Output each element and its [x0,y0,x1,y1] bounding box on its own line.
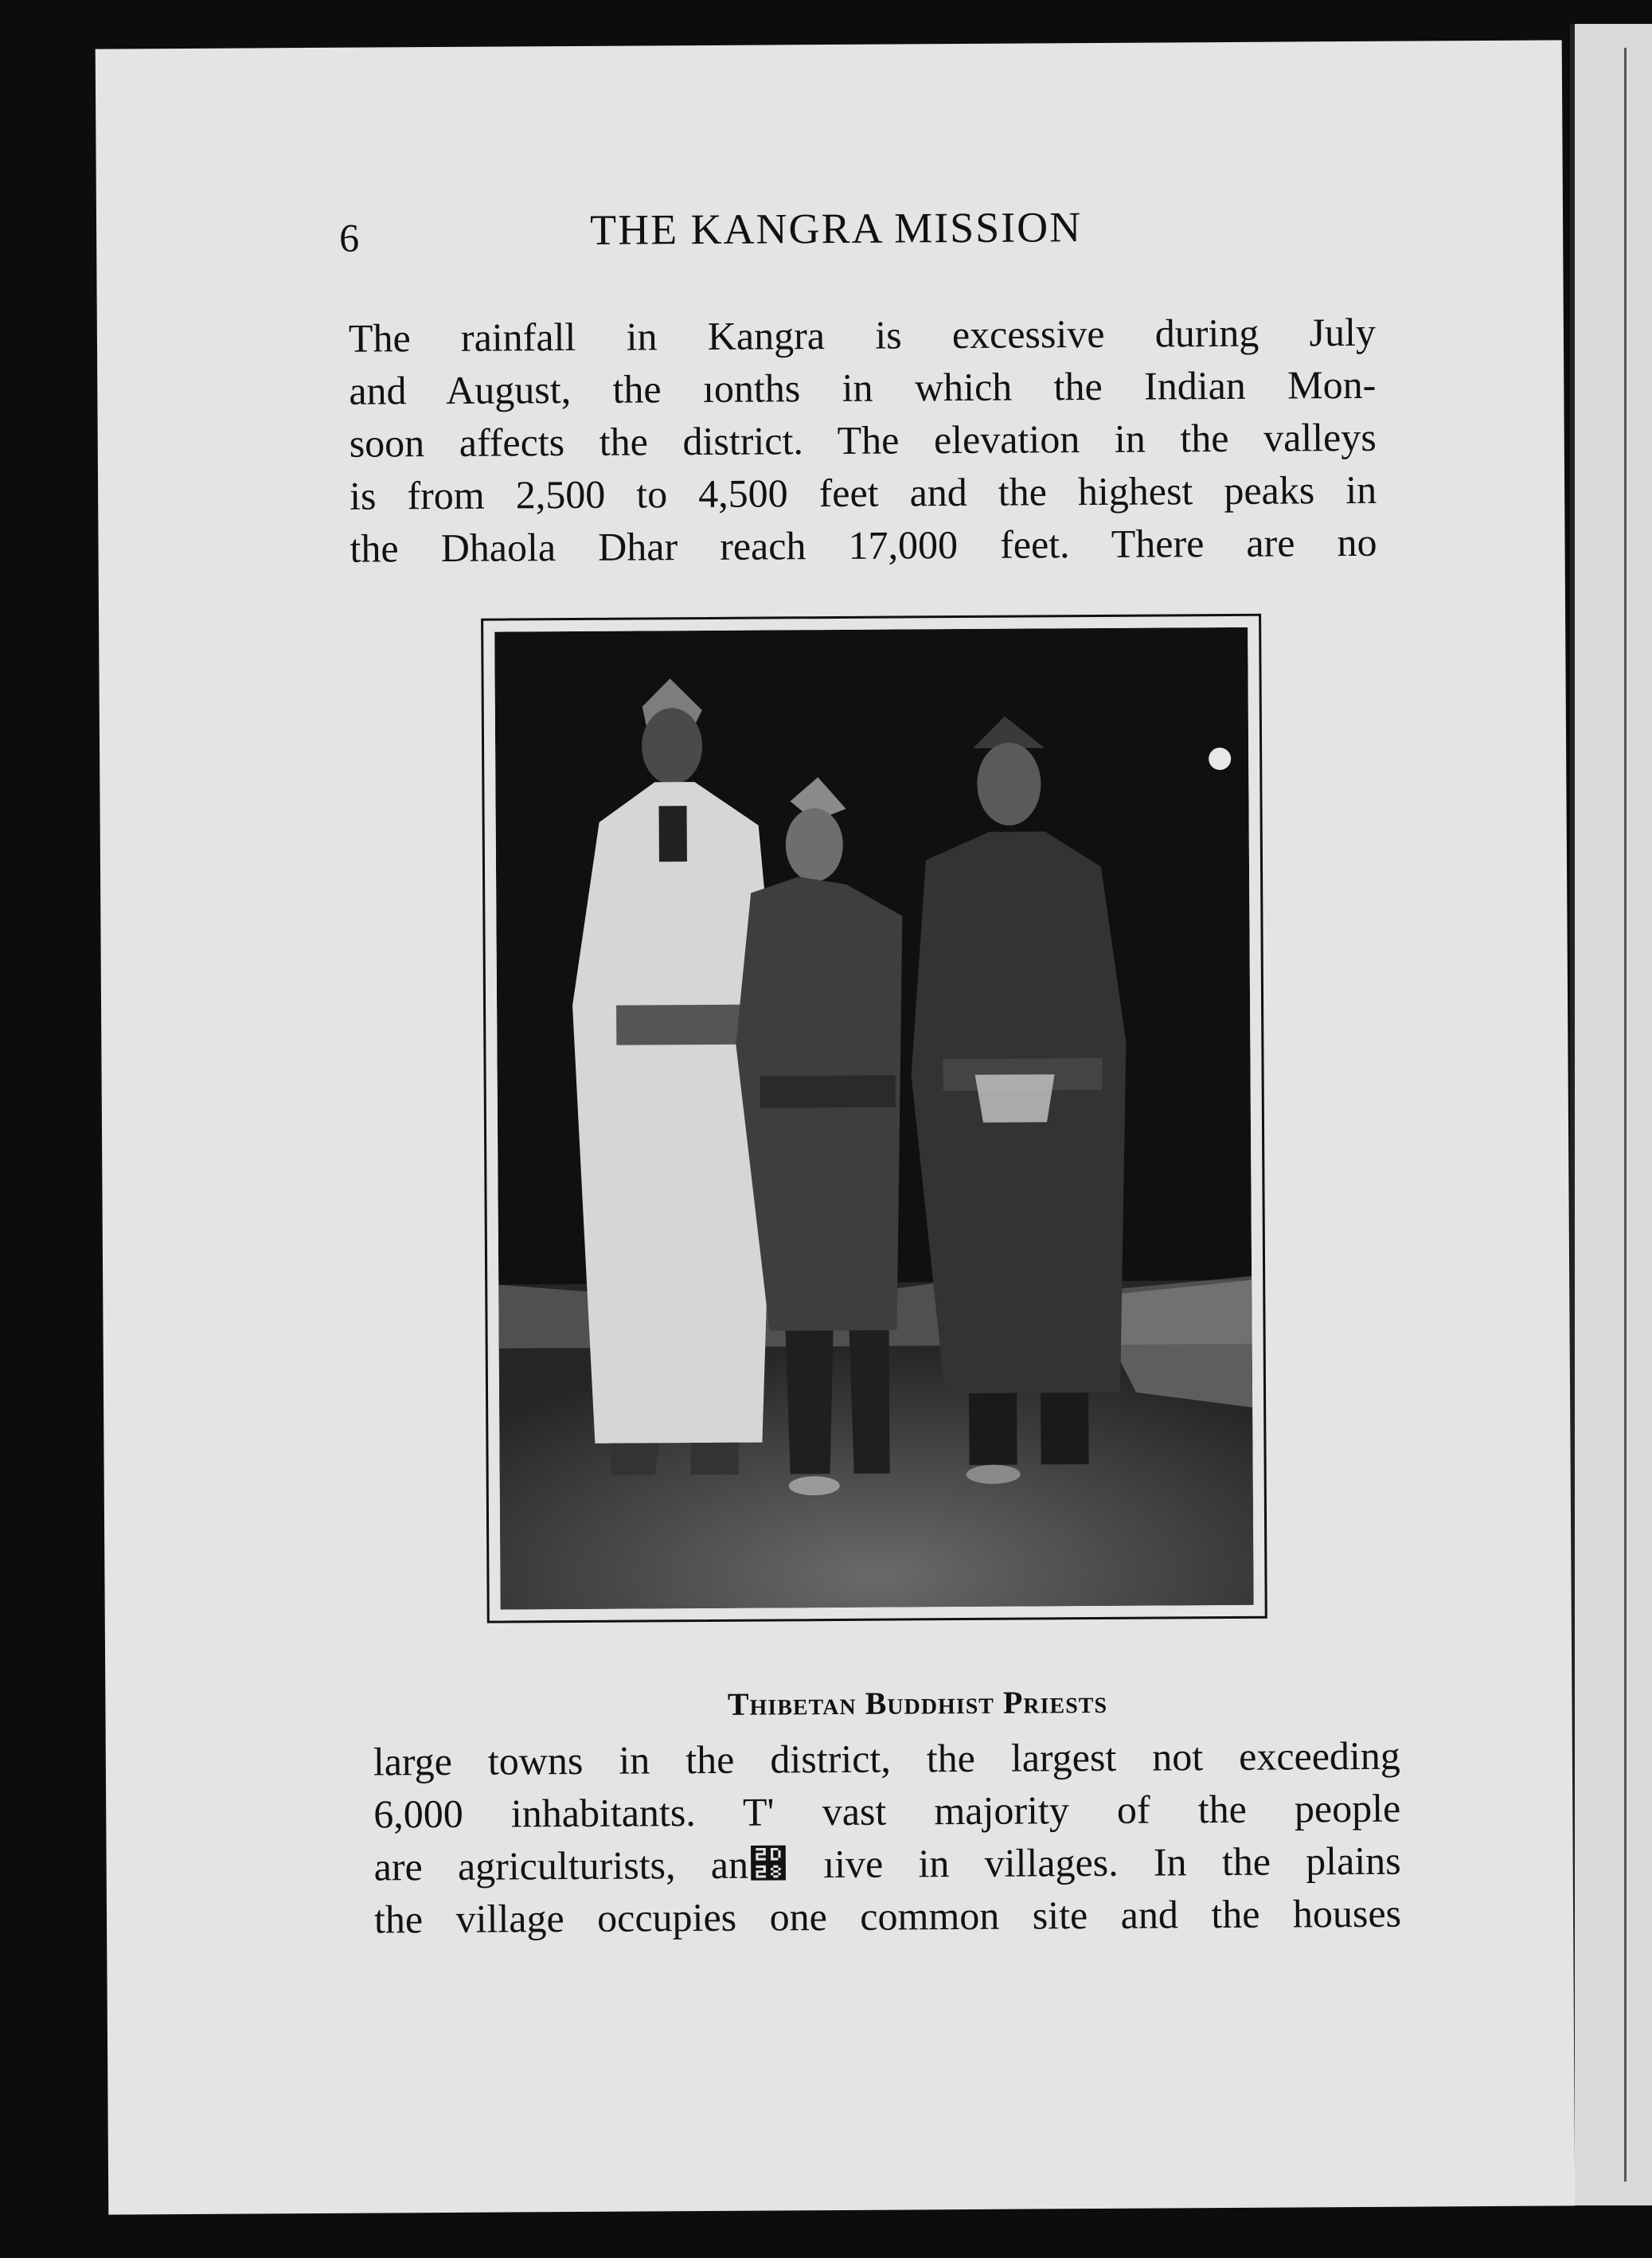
priests-photograph [494,627,1253,1610]
paragraph-bottom [373,1729,1402,1946]
text-line: large towns in the district, the largest not exceeding [373,1733,1401,1784]
page-number: 6 [338,215,360,260]
paragraph-top [349,306,1377,575]
book-page [96,40,1576,2214]
text-line: soon affects the district. The elevation in the valleys [349,414,1377,466]
text-line: the village occupies one common site and the houses [373,1890,1402,1942]
page-edge-line [1624,48,1627,2182]
text-line: and August, the ıonths in which the Indian Mon- [349,361,1377,413]
caption-wrap [662,1682,1172,1722]
text-line: the Dhaola Dhar reach 17,000 feet. There are no [350,519,1377,571]
text-line: The rainfall in Kangra is excessive during July [348,309,1377,361]
facing-page-edge [1570,24,1652,2205]
photo-frame [481,614,1267,1623]
text-line: 6,000 inhabitants. T' vast majority of the people [373,1785,1401,1837]
text-line: are agriculturists, an⴨ ıive in villages. In the plains [373,1838,1401,1889]
text-line: is from 2,500 to 4,500 feet and the highest peaks in [349,467,1377,518]
running-head: THE KANGRA MISSION [589,203,1083,254]
photo-caption: Thibetan Buddhist Priests [727,1683,1108,1722]
